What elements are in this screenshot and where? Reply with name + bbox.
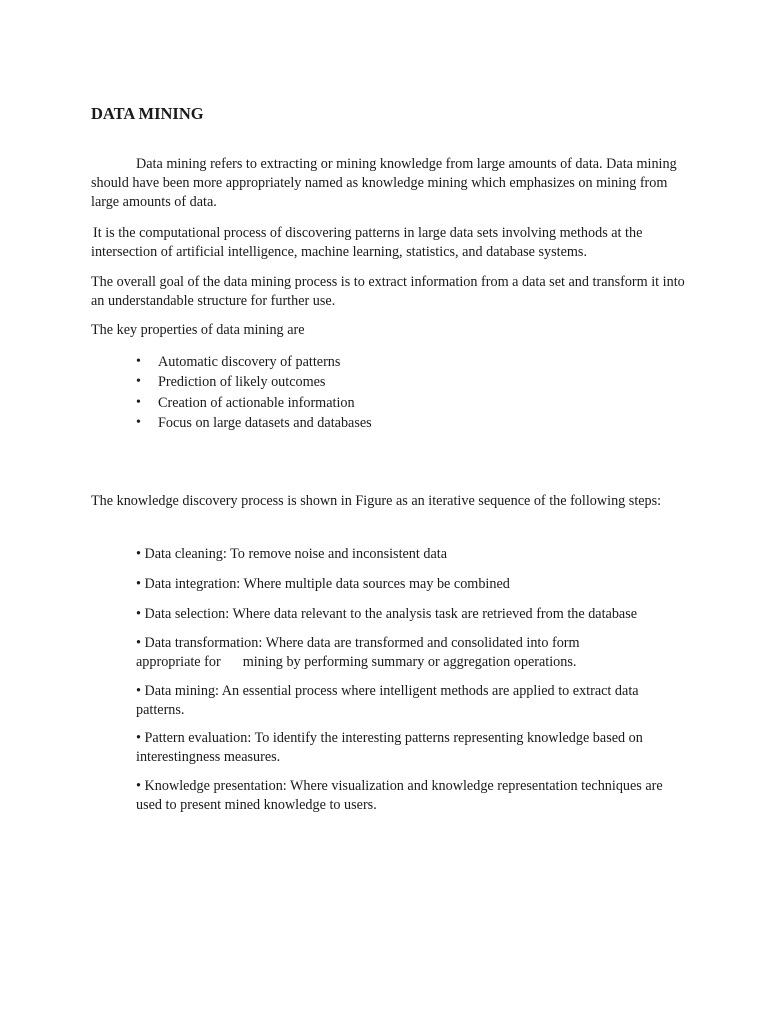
step-data-mining: • Data mining: An essential process where intelligent methods are applied to extract data patterns. [136,683,639,718]
step-data-cleaning: • Data cleaning: To remove noise and inconsistent data [136,546,448,562]
bullet-icon: • [136,394,141,410]
bullet-icon: • [136,414,141,430]
bullet-icon: • [136,374,141,390]
step-knowledge-presentation: • Knowledge presentation: Where visualization and knowledge representation techniques are used to present mined knowledge to users. [136,778,663,813]
paragraph-overall-goal: The overall goal of the data mining process is to extract information from a data set and transform it into an understandable structure for further use. [91,274,685,309]
list-item [136,413,656,433]
step-data-integration: • Data integration: Where multiple data sources may be combined [136,576,510,592]
key-properties-list [136,352,656,433]
list-item-text: Prediction of likely outcomes [158,374,326,391]
step-pattern-evaluation: • Pattern evaluation: To identify the interesting patterns representing knowledge based on interestingness measures. [136,730,643,765]
document-title: DATA MINING [91,104,204,123]
list-item-text: Automatic discovery of patterns [158,354,341,370]
paragraph-computational-process: It is the computational process of discovering patterns in large data sets involving methods at the intersection of artificial intelligence, machine learning, statistics, and database systems. [91,225,643,260]
step-text-part2: mining by performing summary or aggregation operations. [242,654,577,670]
step-data-selection: • Data selection: Where data relevant to the analysis task are retrieved from the database [136,606,638,622]
list-item [136,393,656,413]
step-text-part1: • Data transformation: Where data are transformed and consolidated into form appropriate for [136,635,580,670]
list-item [136,352,656,372]
list-item-text: Creation of actionable information [158,394,355,411]
paragraph-key-properties-intro: The key properties of data mining are [91,322,305,338]
paragraph-definition: Data mining refers to extracting or mining knowledge from large amounts of data. Data mining should have been more appropriately named as knowledge mining which emphasizes on mining from large amounts of data. [91,156,677,210]
bullet-icon: • [136,354,141,369]
step-data-transformation [136,634,616,672]
list-item-text: Focus on large datasets and databases [158,414,372,431]
paragraph-kdd-intro: The knowledge discovery process is shown in Figure as an iterative sequence of the following steps: [91,493,662,509]
list-item [136,372,656,392]
